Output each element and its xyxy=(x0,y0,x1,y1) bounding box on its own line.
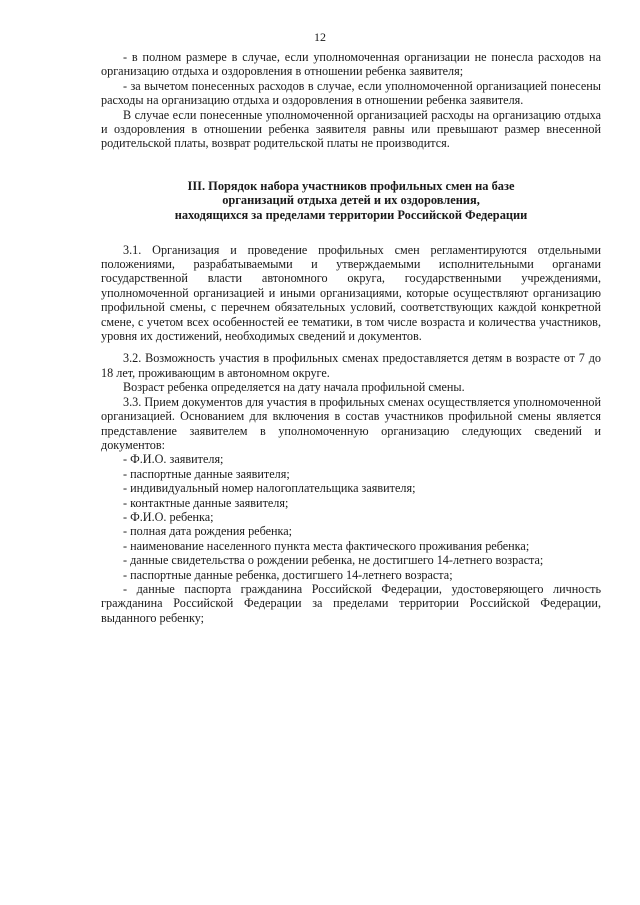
list-item: - индивидуальный номер налогоплательщика заявителя; xyxy=(123,481,416,496)
list-item: - паспортные данные ребенка, достигшего 14-летнего возраста; xyxy=(123,567,453,582)
list-item: - Ф.И.О. заявителя; xyxy=(123,452,224,467)
paragraph-refund-partial: - за вычетом понесенных расходов в случае, если уполномоченной организацией понесены расходы на организацию отдыха и оздоровления в отношении ребенка заявителя. xyxy=(101,78,601,108)
section-title xyxy=(101,179,601,223)
paragraph-refund-full: - в полном размере в случае, если уполномоченная организации не понесла расходов на организацию отдыха и оздоровления в отношении ребенка заявителя; xyxy=(101,50,601,79)
paragraph-3-3: 3.3. Прием документов для участия в профильных сменах осуществляется уполномоченной организацией. Основанием для включения в состав участников профильной смены является представление заявителем в уполномоченную организацию следующих сведений и документов: xyxy=(101,394,601,452)
list-item: - данные паспорта гражданина Российской Федерации, удостоверяющего личность гражданина Российской Федерации за пределами территории Российской Федерации, выданного ребенку; xyxy=(101,581,601,625)
paragraph-3-1: 3.1. Организация и проведение профильных смен регламентируются отдельными положениями, разрабатываемыми и утверждаемыми исполнительными органами государственной власти автономного округа, государственными учреждениями, уполномоченной организацией и иными организациями, которые осуществляют организацию профильной смены, с перечнем обязательных условий, соответствующих каждой конкретной смене, с учетом всех особенностей ее тематики, в том числе возраста и количества участников, уровня их достижений, необходимых сведений и документов. xyxy=(101,242,601,344)
section-title-line: находящихся за пределами территории Российской Федерации xyxy=(174,208,528,223)
list-item: - наименование населенного пункта места фактического проживания ребенка; xyxy=(123,538,530,553)
paragraph-no-refund: В случае если понесенные уполномоченной организацией расходы на организацию отдыха и оздоровления в отношении ребенка заявителя равны или превышают размер внесенной родительской платы, возврат родительской платы не производится. xyxy=(101,107,601,151)
list-item: - контактные данные заявителя; xyxy=(123,495,289,510)
paragraph-age-date: Возраст ребенка определяется на дату начала профильной смены. xyxy=(123,380,465,395)
list-item: - Ф.И.О. ребенка; xyxy=(123,509,214,524)
section-title-line: организаций отдыха детей и их оздоровления, xyxy=(222,193,480,208)
section-title-line: III. Порядок набора участников профильных смен на базе xyxy=(187,178,515,193)
page-number: 12 xyxy=(314,30,326,44)
paragraph-3-2: 3.2. Возможность участия в профильных сменах предоставляется детям в возрасте от 7 до 18 лет, проживающим в автономном округе. xyxy=(101,351,601,380)
list-item: - паспортные данные заявителя; xyxy=(123,466,290,481)
document-body xyxy=(101,50,601,625)
list-item: - полная дата рождения ребенка; xyxy=(123,524,293,539)
list-item: - данные свидетельства о рождении ребенка, не достигшего 14-летнего возраста; xyxy=(123,553,544,568)
